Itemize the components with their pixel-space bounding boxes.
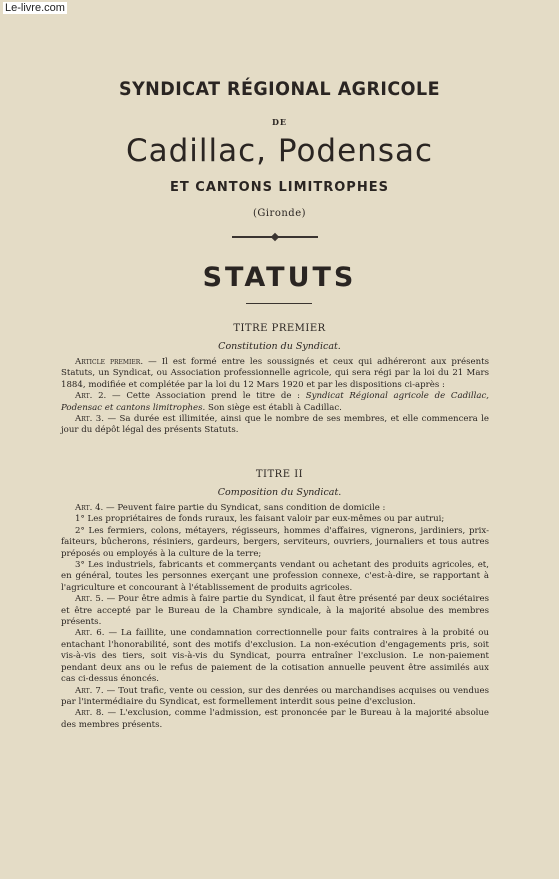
article-text: Son siège est établi à Cadillac. xyxy=(205,402,342,413)
header-towns: Cadillac, Podensac xyxy=(125,133,434,169)
article-4 xyxy=(61,503,489,514)
article-text: — Pour être admis à faire partie du Syndicat, il faut être présenté par deux sociétaires et être accepté par le Bureau de la Chambre syndicale, à la majorité absolue des membres présents. xyxy=(61,594,489,628)
article-5 xyxy=(61,594,489,628)
article-text: — Il est formé entre les soussignés et ceux qui adhéreront aux présents Statuts, un Syndicat, ou Association professionnelle agricole, qui sera régi par la loi du 21 Mars 1884, modifiée et complétée par la loi du 12 Mars 1920 et par les dispositions ci-après : xyxy=(61,357,489,390)
article-text: — Sa durée est illimitée, ainsi que le nombre de ses membres, et elle commencera le jour du dépôt légal des présents Statuts. xyxy=(61,414,489,436)
article-text: — Peuvent faire partie du Syndicat, sans condition de domicile : xyxy=(103,503,386,513)
titre1-body xyxy=(61,357,489,437)
article-4-item-2: 2° Les fermiers, colons, métayers, régisseurs, hommes d'affaires, vignerons, jardiniers, prix-faiteurs, bûcherons, résiniers, gardeurs, bergers, serviteurs, ouvriers, journaliers et tous autres préposés ou employés à la culture de la terre; xyxy=(61,525,489,559)
article-text-italic: Syndicat Régional agricole de Cadillac, Podensac et cantons limitrophes. xyxy=(61,391,489,413)
header-cantons: ET CANTONS LIMITROPHES xyxy=(170,180,389,195)
article-text: — La faillite, une condamnation correctionnelle pour faits contraires à la probité ou entachant l'honorabilité, sont des motifs d'exclusion. La non-exécution d'engagements pris, soit vis-à-vis des tiers, soit vis-à-vis du Syndicat, pourra entraîner l'exclusion. Le non-paiement pendant deux ans ou le refus de paiement de la cotisation annuelle peuvent être assimilés aux cas ci-dessus énoncés. xyxy=(61,628,489,685)
article-text: — Tout trafic, vente ou cession, sur des denrées ou marchandises acquises ou vendues par l'intermédiaire du Syndicat, est formellement interdit sous peine d'exclusion. xyxy=(61,685,489,707)
article-label: Art. 5. xyxy=(75,594,104,605)
article-6 xyxy=(61,628,489,685)
article-label: Art. 4. xyxy=(75,503,104,513)
article-1 xyxy=(61,357,489,391)
article-8 xyxy=(61,708,489,731)
article-label: Art. 8. xyxy=(75,708,105,719)
title-rule xyxy=(246,303,312,304)
article-label: Art. 7. xyxy=(75,685,104,696)
watermark-label: Le-livre.com xyxy=(5,2,65,14)
article-3 xyxy=(61,414,489,437)
header-syndicat: SYNDICAT RÉGIONAL AGRICOLE xyxy=(119,78,440,100)
titre1-subheading: Constitution du Syndicat. xyxy=(218,341,341,352)
article-4-item-3: 3° Les industriels, fabricants et commerçants vendant ou achetant des produits agricoles, et, en général, toutes les personnes exerçant une profession connexe, c'est-à-dire, se rapportant à l'agriculture et concourant à l'établissement de produits agricoles. xyxy=(61,560,489,593)
titre1-heading: TITRE PREMIER xyxy=(233,323,326,334)
article-label: Art. 6. xyxy=(75,628,105,639)
titre2-subheading: Composition du Syndicat. xyxy=(217,487,342,498)
article-label: Article premier. xyxy=(75,357,144,367)
article-2 xyxy=(61,391,489,414)
article-label: Art. 3. xyxy=(75,414,104,425)
article-4-item-1: 1° Les propriétaires de fonds ruraux, les faisant valoir par eux-mêmes ou par autrui; xyxy=(75,514,445,525)
header-de: DE xyxy=(271,117,288,127)
main-title: STATUTS xyxy=(202,262,357,293)
article-text: — Cette Association prend le titre de : xyxy=(106,391,306,402)
header-department: (Gironde) xyxy=(252,208,307,219)
ornament-diamond-icon xyxy=(271,233,279,241)
article-7 xyxy=(61,686,489,709)
article-label: Art. 2. xyxy=(75,391,107,402)
titre2-body xyxy=(61,503,489,731)
titre2-heading: TITRE II xyxy=(255,469,304,480)
article-text: — L'exclusion, comme l'admission, est prononcée par le Bureau à la majorité absolue des membres présents. xyxy=(61,708,489,730)
